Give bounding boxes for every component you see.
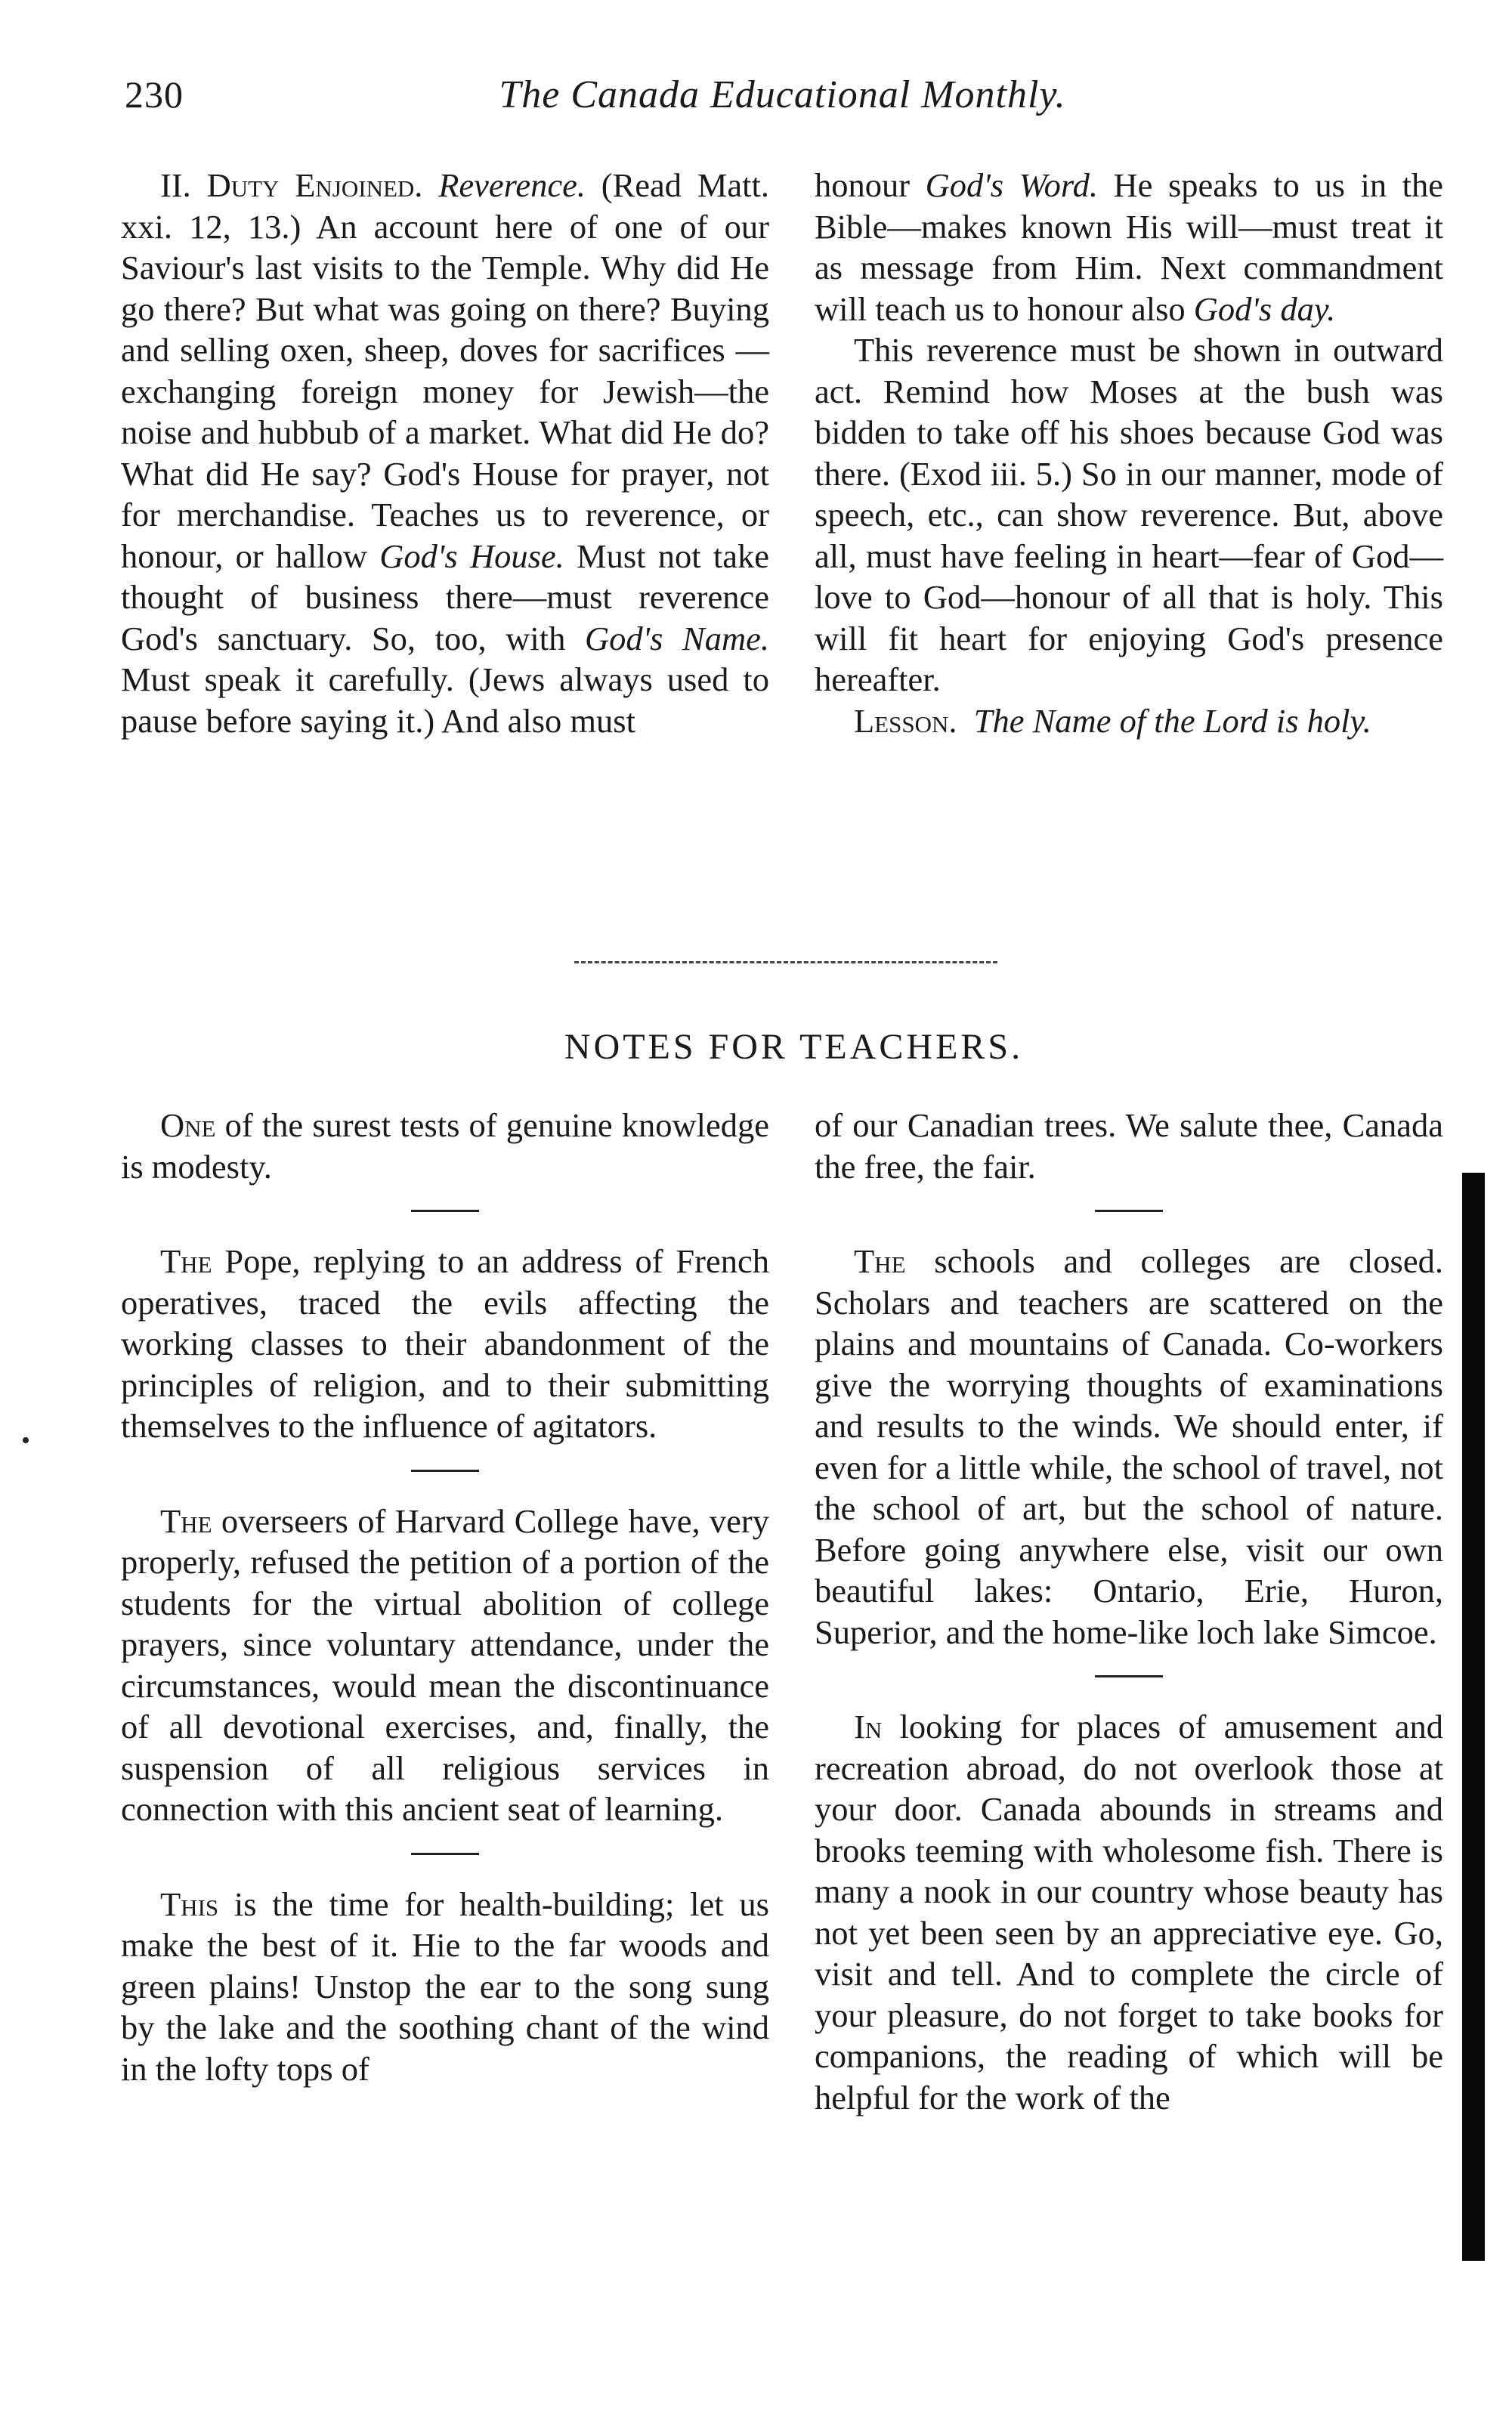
scan-speck (23, 1437, 29, 1443)
heading-italic: Reverence. (438, 166, 586, 204)
note-paragraph (815, 1706, 1443, 2118)
note-text: is the time for health-building; let us make the best of it. Hie to the far woods and green plains! Unstop the ear to the song sung by the lake and the soothing chant of the wind in the lofty tops of (121, 1885, 769, 2088)
text-segment: Must speak it carefully. (Jews always used to pause before saying it.) And also must (121, 660, 769, 740)
italic-segment: God's Name. (584, 619, 770, 657)
note-continuation: of our Canadian trees. We salute thee, Canada the free, the fair. (815, 1106, 1443, 1186)
note-text: overseers of Harvard College have, very properly, refused the petition of a portion of the students for the virtual abolition of college prayers, since voluntary attendance, under the circumstances, would mean the discontinuance of all devotional exercises, and, finally, the suspension of all religious services in connection with this ancient seat of learning. (121, 1501, 769, 1828)
lesson-line (815, 700, 1443, 742)
note-lead: The (160, 1242, 212, 1280)
note-text: Pope, replying to an address of French operatives, traced the evils affecting the working classes to their abandonment of the principles of religion, and to their submitting themselves to the influence of agitators. (121, 1242, 769, 1445)
note-text: looking for places of amusement and recreation abroad, do not overlook those at your door. Canada abounds in streams and brooks teeming with wholesome fish. There is many a nook in our country whose beauty has not yet been seen by an appreciative eye. Go, visit and tell. And to complete the circle of your pleasure, do not forget to take books for companions, the reading of which will be helpful for the work of the (815, 1708, 1443, 2116)
note-text: of the surest tests of genuine knowledge is modesty. (121, 1106, 769, 1186)
note-paragraph (121, 1105, 769, 1187)
notes-left-column (121, 1105, 769, 2089)
text-segment: Must not take thought of business there—must reverence God's sanctuary. So, too, with (121, 536, 769, 657)
text-segment: He speaks to us in the Bible—makes known His will—must treat it as message from Him. Next commandment will teach us to honour also (815, 166, 1444, 328)
heading-label: Duty Enjoined. (206, 166, 423, 204)
note-separator (1095, 1210, 1163, 1212)
scan-margin-bar (1462, 1173, 1485, 2261)
note-separator (411, 1853, 479, 1855)
note-lead: One (160, 1106, 216, 1144)
lesson-text: The Name of the Lord is holy. (973, 701, 1371, 740)
note-paragraph (121, 1884, 769, 2090)
note-lead: The (160, 1501, 212, 1540)
reverence-paragraph: This reverence must be shown in outward act. Remind how Moses at the bush was bidden to take off his shoes because God was there. (Exod iii. 5.) So in our manner, mode of speech, etc., can show reverence. But, above all, must have feeling in heart—fear of God—love to God—honour of all that is holy. This will fit heart for enjoying God's presence hereafter. (815, 331, 1443, 698)
note-paragraph (121, 1501, 769, 1830)
note-lead: In (854, 1708, 883, 1745)
text-segment: honour (815, 166, 926, 204)
italic-segment: God's day. (1193, 289, 1336, 328)
top-left-column (121, 165, 769, 741)
section-divider (574, 961, 997, 968)
page-number: 230 (125, 73, 184, 116)
note-paragraph (815, 1241, 1443, 1653)
section-title: NOTES FOR TEACHERS. (564, 1027, 1024, 1067)
note-paragraph (121, 1241, 769, 1447)
journal-running-head: The Canada Educational Monthly. (499, 73, 1066, 116)
text-segment: (Read Matt. xxi. 12, 13.) An account here of one of our Saviour's last visits to the Temple. Why did He go there? But what was going on there? Buying and selling oxen, sheep, doves for sacrifices — exchanging foreign money for Jewish—the noise and hubbub of a market. What did He do? What did He say? God's House for prayer, not for merchandise. Teaches us to reverence, or honour, or hallow (121, 166, 770, 575)
lesson-label: Lesson. (854, 701, 957, 740)
duty-enjoined-paragraph (121, 165, 769, 741)
notes-right-column (815, 1105, 1443, 2118)
italic-segment: God's Word. (925, 166, 1098, 204)
italic-segment: God's House. (379, 536, 564, 575)
note-text: schools and colleges are closed. Scholars and teachers are scattered on the plains and mountains of Canada. Co-workers give the worrying thoughts of examinations and results to the winds. We should enter, if even for a little while, the school of travel, not the school of art, but the school of nature. Before going anywhere else, visit our own beautiful lakes: Ontario, Erie, Huron, Superior, and the home-like loch lake Simcoe. (815, 1242, 1443, 1651)
continuation-paragraph (815, 165, 1443, 329)
note-separator (1095, 1675, 1163, 1677)
note-separator (411, 1470, 479, 1472)
heading-number: II. (160, 166, 191, 204)
note-lead: The (854, 1242, 906, 1280)
note-separator (411, 1210, 479, 1212)
note-lead: This (160, 1885, 219, 1923)
top-right-column (815, 165, 1443, 741)
